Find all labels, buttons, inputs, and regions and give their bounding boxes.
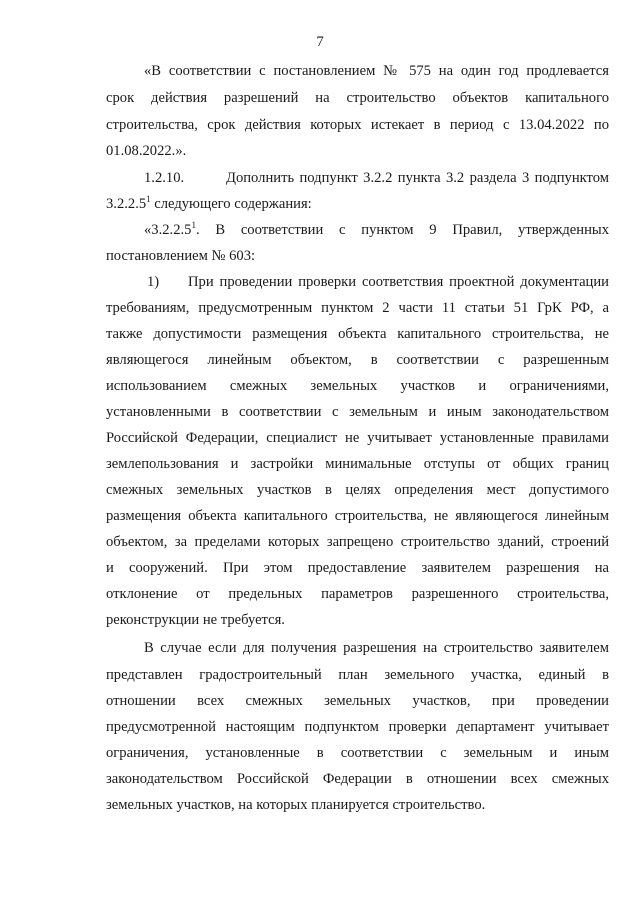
text-line: требованиям, предусмотренным пунктом 2 части 11 статьи 51 ГрК РФ, а [106,300,609,316]
text-line: и сооружений. При этом предоставление заявителем разрешения на [106,560,609,576]
text-line: Российской Федерации, специалист не учитывает установленные правилами [106,430,609,446]
text-line: объектом, за пределами которых запрещено строительство зданий, строений [106,534,609,550]
text-line: 3.2.2.5$^1$ следующего содержания: [106,194,312,212]
text-line: отклонение от предельных параметров разрешенного строительства, [106,586,609,602]
clause-number: 1.2.10. [144,170,185,186]
superscript: 1 [191,220,196,231]
superscript: 1 [146,194,151,205]
text-line: использованием смежных земельных участков и ограничениями, [106,378,609,394]
clause-text: Дополнить подпункт 3.2.2 пункта 3.2 раздела 3 подпунктом [226,170,609,186]
text-line: срок действия разрешений на строительство объектов капитального [106,90,609,106]
text-line: смежных земельных участков в целях определения мест допустимого [106,482,609,498]
text-line: «В соответствии с постановлением № 575 на один год продлевается [144,63,609,79]
text-line: «3.2.2.5$^1$. В соответствии с пунктом 9 Правил, утвержденных [144,220,609,238]
text-line: законодательством Российской Федерации в отношении всех смежных [106,771,609,787]
text-line: землепользования и застройки минимальные отступы от общих границ [106,456,609,472]
text-line: строительства, срок действия которых истекает в период с 13.04.2022 по [106,117,609,133]
text-line: предусмотренной настоящим подпунктом проверки департамент учитывает [106,719,609,735]
text-line: ограничения, установленные в соответствии с земельным и иным [106,745,609,761]
page-number: 7 [316,34,324,50]
text-line: реконструкции не требуется. [106,612,285,628]
text-line: 01.08.2022.». [106,143,187,159]
text-line: постановлением № 603: [106,248,256,264]
text-line: земельных участков, на которых планируется строительство. [106,797,486,813]
text-line: являющегося линейным объектом, в соответствии с разрешенным [106,352,609,368]
text-line: размещения объекта капитального строительства, не являющегося линейным [106,508,609,524]
text-line: установленными в соответствии с земельным и иным законодательством [106,404,609,420]
text-line: представлен градостроительный план земельного участка, единый в [106,667,609,683]
item-number: 1) [147,274,160,290]
text-line: отношении всех смежных земельных участков, при проведении [106,693,609,709]
text-line: также допустимости размещения объекта капитального строительства, не [106,326,609,342]
text-line: В случае если для получения разрешения на строительство заявителем [144,640,609,656]
item-text: При проведении проверки соответствия проектной документации [188,274,609,290]
